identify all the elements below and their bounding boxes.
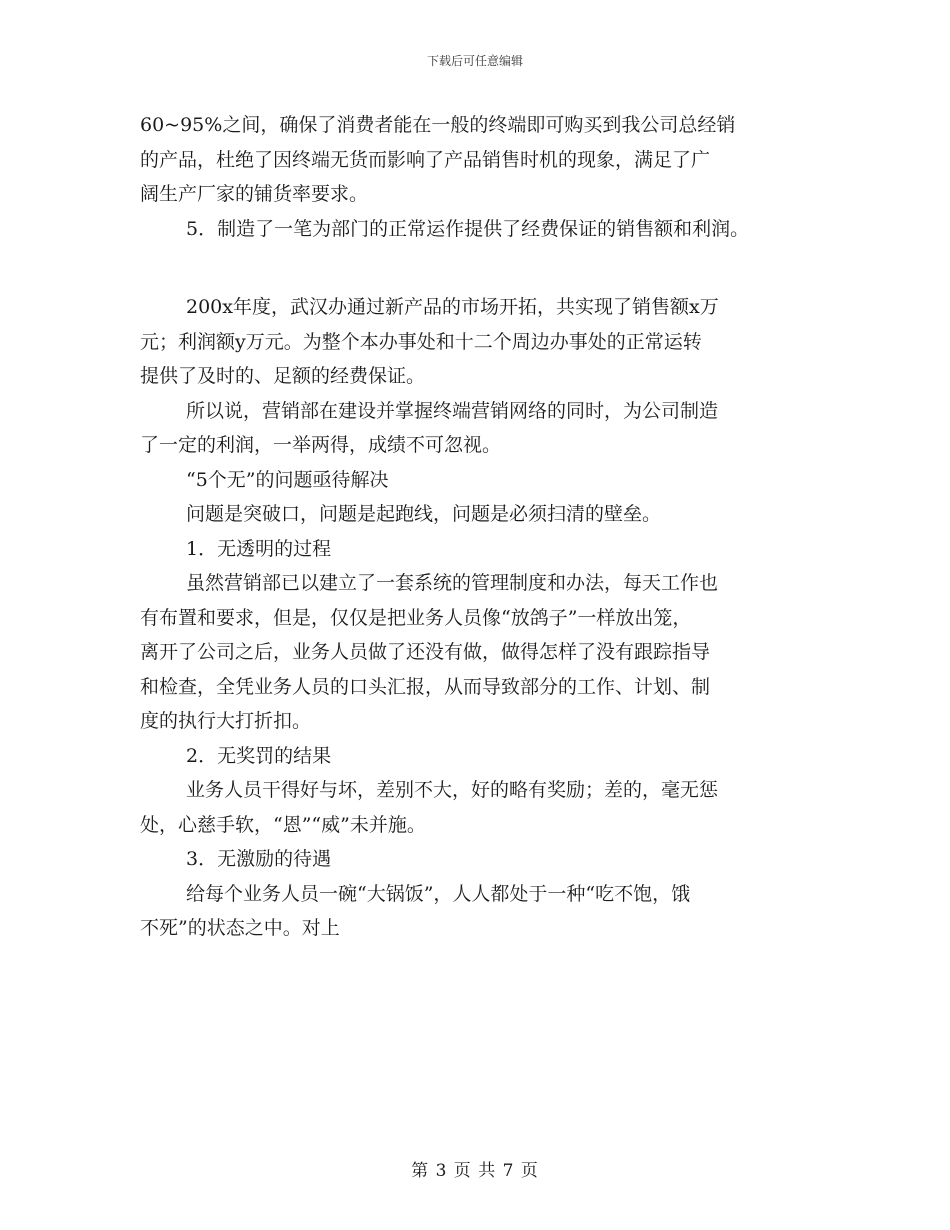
numbered-heading: 1．无透明的过程 <box>186 537 332 560</box>
text-line: 和检查，全凭业务人员的口头汇报，从而导致部分的工作、计划、制 <box>140 675 711 698</box>
numbered-heading: 2．无奖罚的结果 <box>186 744 332 767</box>
text-line: 处，心慈手软，“恩”“威”未并施。 <box>140 813 426 836</box>
paragraph-start: 问题是突破口，问题是起跑线，问题是必须扫清的壁垒。 <box>186 503 662 525</box>
numbered-heading: 3．无激励的待遇 <box>186 848 332 870</box>
text-line: 元；利润额y万元。为整个本办事处和十二个周边办事处的正常运转 <box>140 330 702 353</box>
text-line: 离开了公司之后，业务人员做了还没有做，做得怎样了没有跟踪指导 <box>140 641 711 663</box>
text-line: 阔生产厂家的铺货率要求。 <box>140 183 369 205</box>
text-line: 的产品，杜绝了因终端无货而影响了产品销售时机的现象，满足了广 <box>140 148 711 171</box>
paragraph-start: 所以说，营销部在建设并掌握终端营销网络的同时，为公司制造 <box>186 399 719 422</box>
page-header: 下载后可任意编辑 <box>426 54 523 68</box>
paragraph-start: 200x年度，武汉办通过新产品的市场开拓，共实现了销售额x万 <box>186 296 719 318</box>
paragraph-start: 业务人员干得好与坏，差别不大，好的略有奖励；差的，毫无惩 <box>186 779 719 801</box>
section-heading: “5个无”的问题亟待解决 <box>186 468 389 491</box>
numbered-item: 5．制造了一笔为部门的正常运作提供了经费保证的销售额和利润。 <box>186 217 750 240</box>
page-number: 第 3 页 共 7 页 <box>411 1161 539 1181</box>
document-body <box>140 108 830 946</box>
paragraph-start: 虽然营销部已以建立了一套系统的管理制度和办法，每天工作也 <box>186 572 719 594</box>
text-line: 不死”的状态之中。对上 <box>140 917 340 939</box>
text-line: 度的执行大打折扣。 <box>140 710 312 732</box>
text-line: 60~95%之间，确保了消费者能在一般的终端即可购买到我公司总经销 <box>140 114 736 136</box>
text-line: 提供了及时的、足额的经费保证。 <box>140 365 426 387</box>
paragraph-start: 给每个业务人员一碗“大锅饭”，人人都处于一种“吃不饱，饿 <box>186 882 691 905</box>
text-line: 有布置和要求，但是，仅仅是把业务人员像“放鸽子”一样放出笼， <box>140 606 692 629</box>
text-line: 了一定的利润，一举两得，成绩不可忽视。 <box>140 434 502 456</box>
